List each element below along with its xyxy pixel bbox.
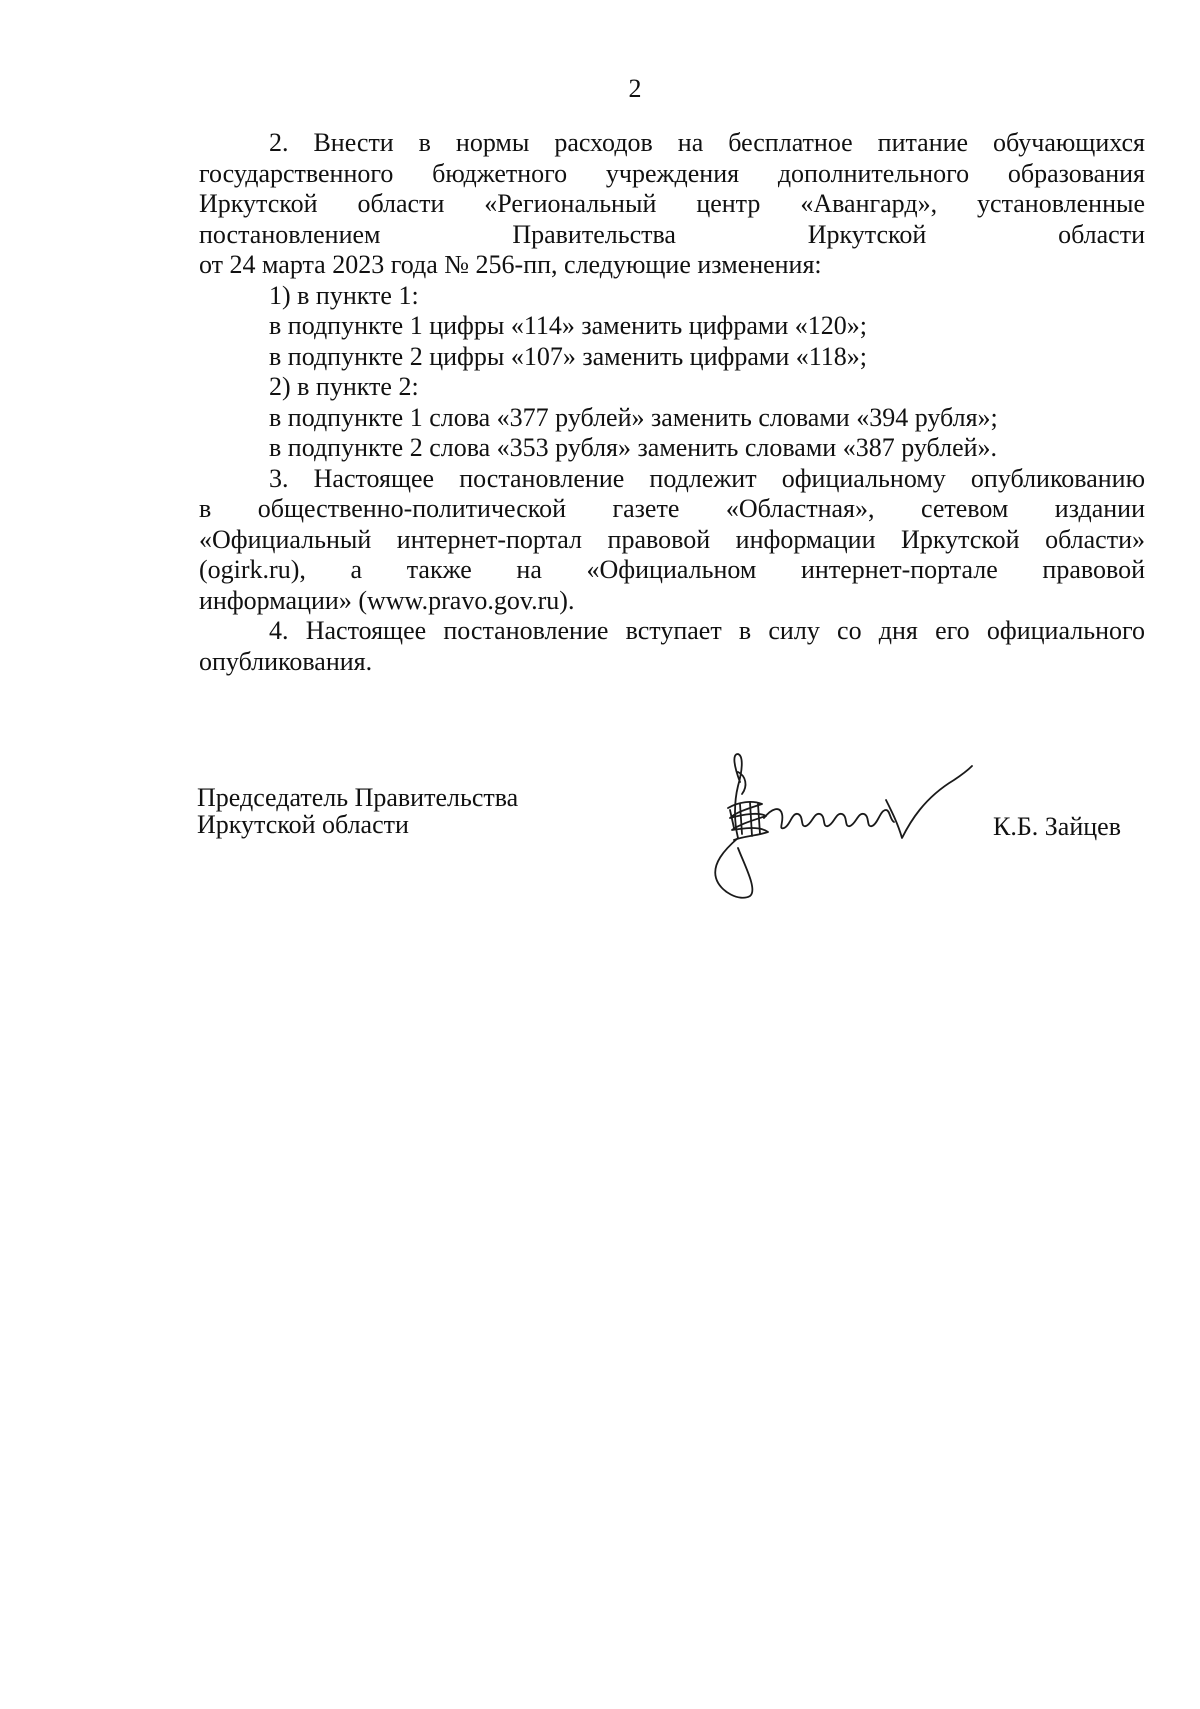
paragraph-4-line-1: 4. Настоящее постановление вступает в силу со дня его официального	[269, 616, 1145, 645]
list-item: в подпункте 1 цифры «114» заменить цифрами «120»;	[269, 311, 868, 340]
signatory-position-line-1: Председатель Правительства	[197, 783, 519, 812]
document-body	[199, 128, 1145, 677]
handwritten-signature	[704, 752, 976, 902]
list-item: в подпункте 1 слова «377 рублей» заменить словами «394 рубля»;	[269, 402, 998, 432]
signatory-position	[197, 784, 518, 838]
paragraph-3	[199, 464, 1145, 617]
paragraph-2-line-2: государственного бюджетного учреждения дополнительного образования	[199, 158, 1145, 188]
paragraph-2	[199, 128, 1145, 281]
paragraph-3-line-3: «Официальный интернет-портал правовой информации Иркутской области»	[199, 524, 1145, 554]
paragraph-2-line-5: от 24 марта 2023 года № 256-пп, следующие изменения:	[199, 250, 822, 279]
paragraph-3-line-5: информации» (www.pravo.gov.ru).	[199, 585, 575, 615]
list-item: 2) в пункте 2:	[269, 372, 419, 401]
signatory-name: К.Б. Зайцев	[993, 812, 1121, 841]
list-item: в подпункте 2 слова «353 рубля» заменить словами «387 рублей».	[269, 433, 998, 462]
paragraph-4-line-2: опубликования.	[199, 646, 373, 676]
list-item: в подпункте 2 цифры «107» заменить цифрами «118»;	[269, 341, 868, 371]
paragraph-4	[199, 616, 1145, 677]
page-number: 2	[628, 74, 642, 103]
paragraph-2-line-3: Иркутской области «Региональный центр «Авангард», установленные	[199, 189, 1145, 218]
signatory-position-line-2: Иркутской области	[197, 810, 409, 839]
paragraph-3-line-4: (ogirk.ru), а также на «Официальном интернет-портале правовой	[199, 555, 1145, 584]
paragraph-3-line-2: в общественно-политической газете «Областная», сетевом издании	[199, 494, 1145, 523]
list-item: 1) в пункте 1:	[269, 280, 419, 310]
paragraph-2-line-4: постановлением Правительства Иркутской области	[199, 219, 1145, 249]
paragraph-3-line-1: 3. Настоящее постановление подлежит официальному опубликованию	[269, 463, 1145, 493]
paragraph-2-line-1: 2. Внести в нормы расходов на бесплатное питание обучающихся	[269, 128, 1145, 157]
